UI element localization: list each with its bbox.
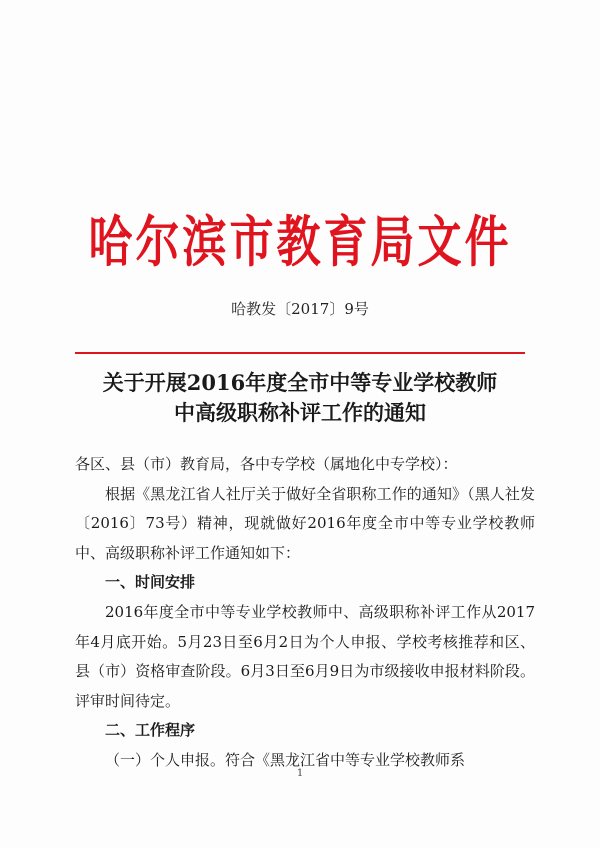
- page-number: 1: [296, 768, 304, 779]
- section-1-paragraph: 2016年度全市中等专业学校教师中、高级职称补评工作从2017年4月底开始。5月23日至6月2日为个人申报、学校考核推荐和区、县（市）资格审查阶段。6月3日至6月9日为市级接收申报材料阶段。评审时间待定。: [75, 602, 535, 710]
- section-1-heading: 一、时间安排: [105, 573, 196, 592]
- section-2-paragraph: （一）个人申报。符合《黑龙江省中等专业学校教师系: [105, 750, 466, 769]
- notice-body: [75, 450, 535, 776]
- section-2-heading: 二、工作程序: [105, 721, 196, 740]
- notice-title-line-1: 关于开展2016年度全市中等专业学校教师: [102, 370, 498, 395]
- intro-paragraph: 根据《黑龙江省人社厅关于做好全省职称工作的通知》（黑人社发〔2016〕73号）精神，现就做好2016年度全市中等专业学校教师中、高级职称补评工作通知如下：: [75, 484, 535, 562]
- salutation: 各区、县（市）教育局，各中专学校（属地化中专学校）：: [75, 455, 458, 473]
- document-number: 哈教发〔2017〕9号: [231, 300, 369, 318]
- red-divider-line: [75, 352, 525, 354]
- notice-title: [0, 368, 600, 428]
- issuer-header-title: 哈尔滨市教育局文件: [88, 210, 512, 275]
- notice-title-line-2: 中高级职称补评工作的通知: [174, 400, 426, 425]
